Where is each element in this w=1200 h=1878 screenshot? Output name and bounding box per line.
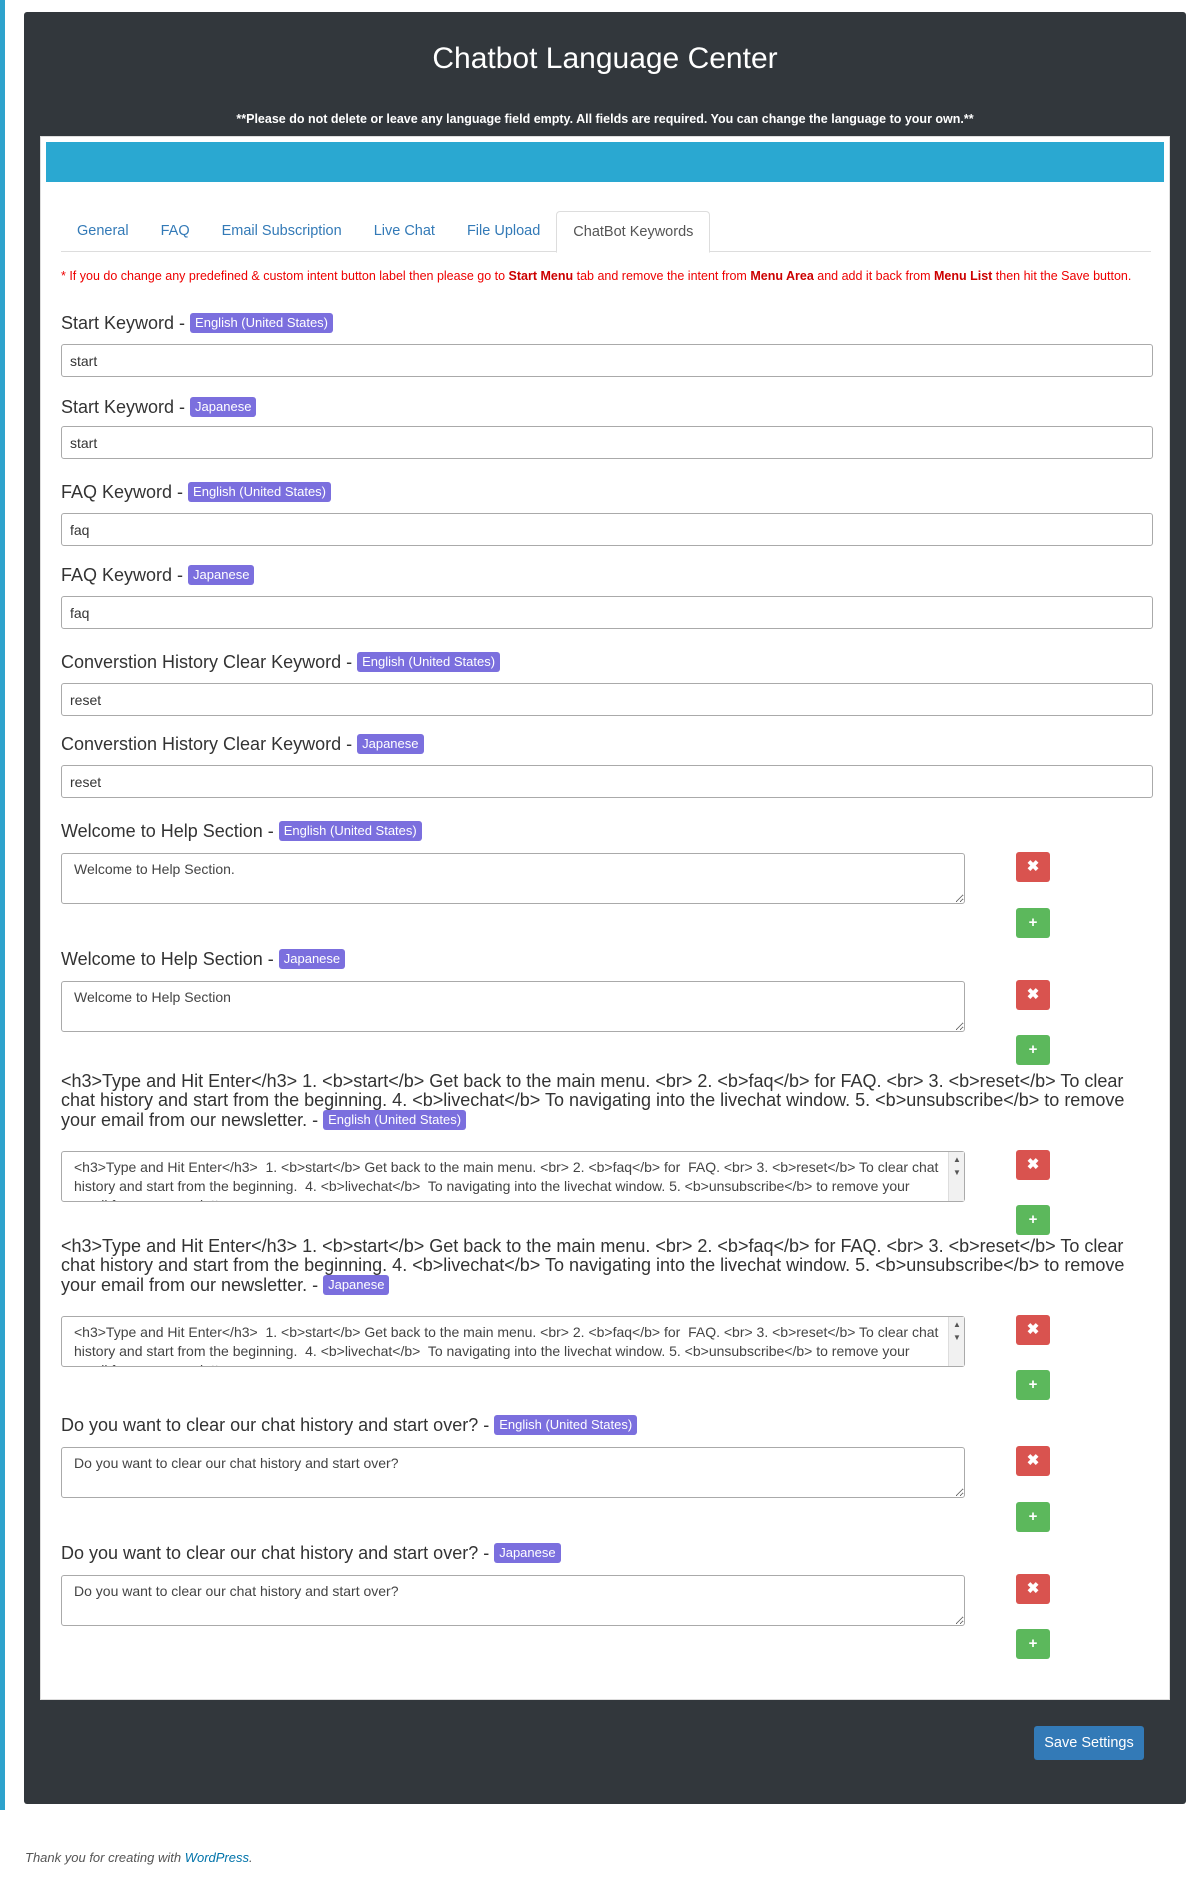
add-row-button[interactable] [1016,1629,1050,1659]
close-icon: ✖ [1026,986,1040,1003]
tab-email-subscription[interactable]: Email Subscription [221,223,342,239]
textarea-scrollbar[interactable] [948,1317,964,1366]
field-label: FAQ Keyword - Japanese [61,565,1151,585]
delete-row-button[interactable] [1016,1150,1050,1180]
plus-icon: + [1028,1376,1038,1393]
add-row-button[interactable] [1016,908,1050,938]
close-icon: ✖ [1026,858,1040,875]
field-label: <h3>Type and Hit Enter</h3> 1. <b>start</b> Get back to the main menu. <br> 2. <b>faq</b> for FAQ. <br> 3. <b>reset</b> To clear chat history and start from the beginning. 4. <b>livechat</b> To navigating into the livechat window. 5. <b>unsubscribe</b> to remove your email from our newsletter. - Japanese [61,1236,1125,1295]
scroll-down-icon: ▼ [953,1333,961,1342]
clear-history-en-textarea[interactable] [61,1447,965,1498]
language-badge: Japanese [323,1275,389,1295]
start-keyword-ja-input[interactable] [61,426,1153,459]
reset-keyword-ja-input[interactable] [61,765,1153,798]
card-header-bar [46,142,1164,182]
admin-sidebar-edge [0,0,5,1810]
delete-row-button[interactable] [1016,980,1050,1010]
close-icon: ✖ [1026,1452,1040,1469]
field-label: Start Keyword - English (United States) [61,313,1151,333]
scroll-up-icon: ▲ [953,1155,961,1164]
close-icon: ✖ [1026,1580,1040,1597]
language-badge: Japanese [190,397,256,417]
tab-general[interactable]: General [77,223,129,239]
language-badge: English (United States) [357,652,500,672]
help-text-en-textarea[interactable] [61,1151,965,1202]
plus-icon: + [1028,1211,1038,1228]
delete-row-button[interactable] [1016,1446,1050,1476]
delete-row-button[interactable] [1016,852,1050,882]
tab-live-chat[interactable]: Live Chat [373,223,435,239]
plus-icon: + [1028,1635,1038,1652]
field-label: Converstion History Clear Keyword - English (United States) [61,652,1151,672]
add-row-button[interactable] [1016,1035,1050,1065]
field-label: Welcome to Help Section - Japanese [61,949,1151,969]
language-badge: English (United States) [190,313,333,333]
language-badge: Japanese [357,734,423,754]
delete-row-button[interactable] [1016,1315,1050,1345]
field-label: Converstion History Clear Keyword - Japanese [61,734,1151,754]
welcome-help-ja-textarea[interactable] [61,981,965,1032]
language-badge: English (United States) [188,482,331,502]
clear-history-ja-textarea[interactable] [61,1575,965,1626]
wordpress-link[interactable]: WordPress [184,1850,249,1865]
tab-faq[interactable]: FAQ [160,223,190,239]
field-label: <h3>Type and Hit Enter</h3> 1. <b>start</b> Get back to the main menu. <br> 2. <b>faq</b> for FAQ. <br> 3. <b>reset</b> To clear chat history and start from the beginning. 4. <b>livechat</b> To navigating into the livechat window. 5. <b>unsubscribe</b> to remove your email from our newsletter. - English (United States) [61,1071,1125,1130]
field-label: Start Keyword - Japanese [61,397,1151,417]
language-badge: English (United States) [323,1110,466,1130]
language-badge: Japanese [494,1543,560,1563]
scroll-down-icon: ▼ [953,1168,961,1177]
field-label: Do you want to clear our chat history and start over? - Japanese [61,1543,1151,1563]
required-notice: **Please do not delete or leave any language field empty. All fields are required. You can change the language to your own.** [236,112,974,126]
field-label: Welcome to Help Section - English (United States) [61,821,1151,841]
intent-warning: * If you do change any predefined & custom intent button label then please go to Start Menu tab and remove the intent from Menu Area and add it back from Menu List then hit the Save button. [61,269,1132,283]
delete-row-button[interactable] [1016,1574,1050,1604]
plus-icon: + [1028,914,1038,931]
help-text-ja-textarea[interactable] [61,1316,965,1367]
tab-chatbot-keywords[interactable]: ChatBot Keywords [556,211,710,253]
language-center-panel [24,12,1186,1804]
tab-file-upload[interactable]: File Upload [466,223,541,239]
faq-keyword-ja-input[interactable] [61,596,1153,629]
page-title: Chatbot Language Center [432,42,778,75]
reset-keyword-en-input[interactable] [61,683,1153,716]
faq-keyword-en-input[interactable] [61,513,1153,546]
start-keyword-en-input[interactable] [61,344,1153,377]
admin-footer: Thank you for creating with WordPress. [25,1850,253,1865]
close-icon: ✖ [1026,1156,1040,1173]
plus-icon: + [1028,1508,1038,1525]
settings-tabs [61,211,1151,252]
scroll-up-icon: ▲ [953,1320,961,1329]
language-badge: Japanese [279,949,345,969]
add-row-button[interactable] [1016,1502,1050,1532]
field-label: FAQ Keyword - English (United States) [61,482,1151,502]
language-badge: Japanese [188,565,254,585]
textarea-scrollbar[interactable] [948,1152,964,1201]
field-label: Do you want to clear our chat history and start over? - English (United States) [61,1415,1151,1435]
add-row-button[interactable] [1016,1205,1050,1235]
language-badge: English (United States) [494,1415,637,1435]
save-settings-button[interactable]: Save Settings [1034,1726,1144,1760]
plus-icon: + [1028,1041,1038,1058]
language-badge: English (United States) [279,821,422,841]
settings-card [40,136,1170,1700]
close-icon: ✖ [1026,1321,1040,1338]
add-row-button[interactable] [1016,1370,1050,1400]
welcome-help-en-textarea[interactable] [61,853,965,904]
